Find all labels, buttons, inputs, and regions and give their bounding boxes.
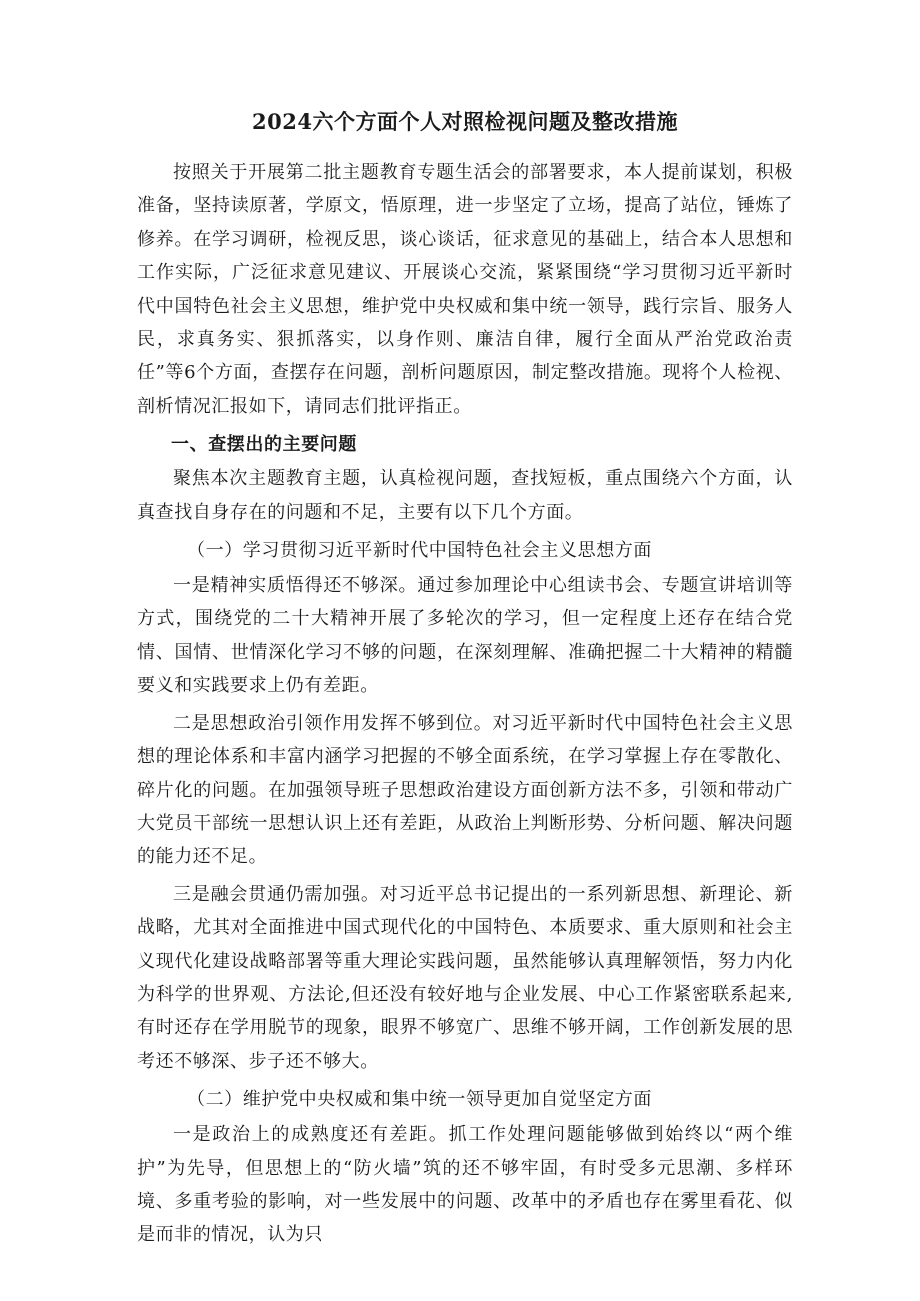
document-page — [137, 92, 793, 1252]
section-1-intro-paragraph: 聚焦本次主题教育主题，认真检视问题，查找短板，重点围绕六个方面，认真查找自身存在的问题和不足，主要有以下几个方面。 — [137, 468, 793, 523]
body-paragraph: 二是思想政治引领作用发挥不够到位。对习近平新时代中国特色社会主义思想的理论体系和丰富内涵学习把握的不够全面系统，在学习掌握上存在零散化、碎片化的问题。在加强领导班子思想政治建设方面创新方法不多，引领和带动广大党员干部统一思想认识上还有差距，从政治上判断形势、分析问题、解决问题的能力还不足。 — [137, 712, 793, 868]
document-title: 2024六个方面个人对照检视问题及整改措施 — [252, 109, 678, 134]
section-heading-1: 一、查摆出的主要问题 — [171, 434, 357, 456]
subsection-heading-2: （二）维护党中央权威和集中统一领导更加自觉坚定方面 — [187, 1089, 652, 1111]
body-paragraph: 三是融会贯通仍需加强。对习近平总书记提出的一系列新思想、新理论、新战略，尤其对全面推进中国式现代化的中国特色、本质要求、重大原则和社会主义现代化建设战略部署等重大理论实践问题，虽然能够认真理解领悟，努力内化为科学的世界观、方法论,但还没有较好地与企业发展、中心工作紧密联系起来,有时还存在学用脱节的现象，眼界不够宽广、思维不够开阔，工作创新发展的思考还不够深、步子还不够大。 — [137, 883, 793, 1072]
body-paragraph: 一是政治上的成熟度还有差距。抓工作处理问题能够做到始终以“两个维护”为先导，但思想上的“防火墙”筑的还不够牢固，有时受多元思潮、多样环境、多重考验的影响，对一些发展中的问题、改革中的矛盾也存在雾里看花、似是而非的情况，认为只 — [137, 1124, 793, 1246]
intro-paragraph: 按照关于开展第二批主题教育专题生活会的部署要求，本人提前谋划，积极准备，坚持读原著，学原文，悟原理，进一步坚定了立场，提高了站位，锤炼了修养。在学习调研，检视反思，谈心谈话，征求意见的基础上，结合本人思想和工作实际，广泛征求意见建议、开展谈心交流，紧紧围绕“学习贯彻习近平新时代中国特色社会主义思想，维护党中央权威和集中统一领导，践行宗旨、服务人民，求真务实、狠抓落实，以身作则、廉洁自律，履行全面从严治党政治责任”等6个方面，查摆存在问题，剖析问题原因，制定整改措施。现将个人检视、剖析情况汇报如下，请同志们批评指正。 — [137, 162, 793, 417]
subsection-heading-1: （一）学习贯彻习近平新时代中国特色社会主义思想方面 — [187, 540, 652, 562]
body-paragraph: 一是精神实质悟得还不够深。通过参加理论中心组读书会、专题宣讲培训等方式，围绕党的二十大精神开展了多轮次的学习，但一定程度上还存在结合党情、国情、世情深化学习不够的问题，在深刻理解、准确把握二十大精神的精髓要义和实践要求上仍有差距。 — [137, 575, 793, 697]
